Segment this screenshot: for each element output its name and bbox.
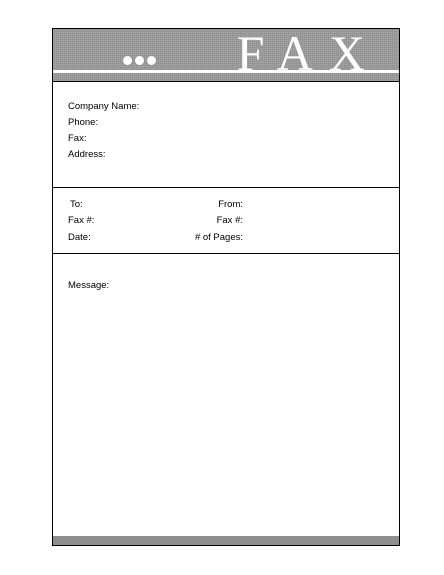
routing-section-divider: [53, 253, 399, 254]
sender-fax-label: Fax #:: [216, 215, 243, 226]
company-section-divider: [53, 187, 399, 188]
pages-label: # of Pages:: [194, 232, 243, 243]
to-label: To:: [70, 199, 83, 210]
fax-title: FAX: [236, 25, 381, 81]
fax-label: Fax:: [68, 133, 87, 144]
message-label: Message:: [68, 280, 110, 291]
date-label: Date:: [68, 232, 91, 243]
address-label: Address:: [68, 149, 106, 160]
fax-cover-sheet: [52, 25, 400, 546]
footer-bar: [53, 536, 399, 545]
company-name-label: Company Name:: [68, 101, 140, 112]
from-label: From:: [218, 199, 243, 210]
ellipsis-icon: [123, 56, 156, 65]
recipient-fax-label: Fax #:: [68, 215, 95, 226]
header-divider: [53, 81, 399, 82]
phone-label: Phone:: [68, 117, 99, 128]
header-banner: [53, 25, 399, 81]
